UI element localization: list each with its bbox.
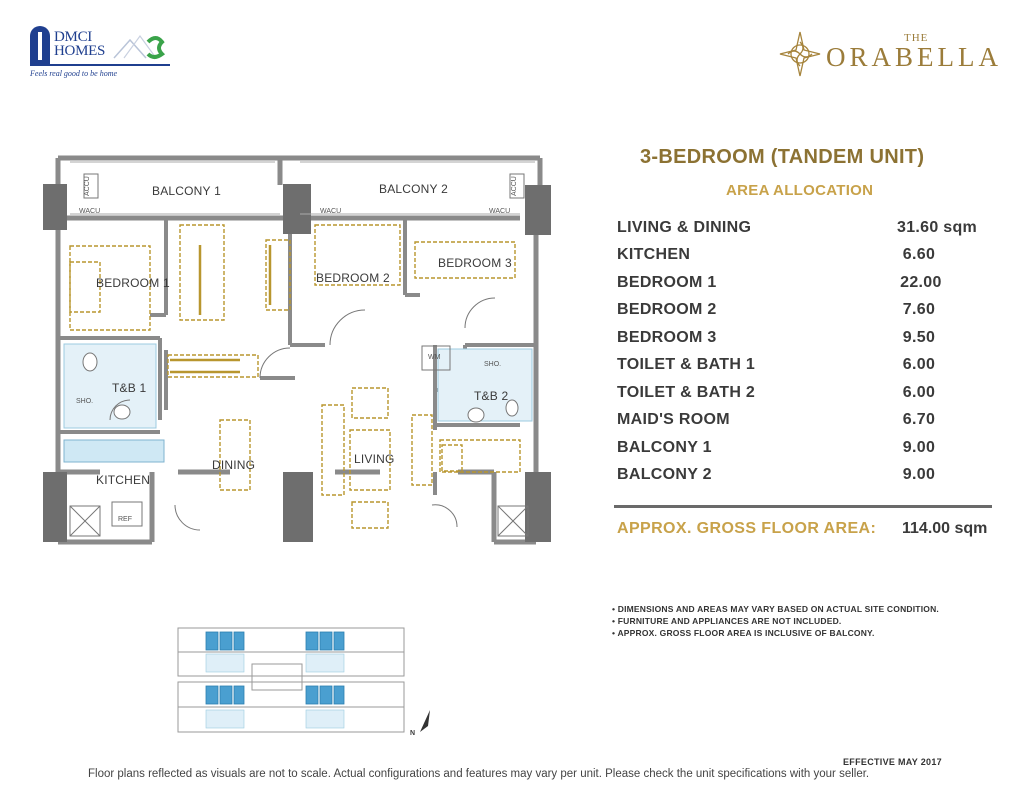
floor-plan-drawing (40, 150, 560, 560)
label-bedroom-1: BEDROOM 1 (96, 276, 170, 290)
label-tb-2: T&B 2 (474, 389, 509, 403)
alloc-row (617, 242, 997, 270)
alloc-row (617, 407, 997, 435)
homes-word: HOMES (54, 43, 106, 59)
label-tb-1: T&B 1 (112, 381, 147, 395)
label-wacu-2: WACU (320, 208, 342, 215)
alloc-name: TOILET & BATH 1 (617, 356, 756, 374)
houses-icon (112, 28, 168, 62)
dmci-underline (30, 64, 170, 66)
alloc-name: BALCONY 2 (617, 466, 712, 484)
alloc-value: 22.00 (900, 273, 942, 291)
label-kitchen: KITCHEN (96, 473, 151, 487)
alloc-value: 6.70 (902, 411, 936, 429)
unit-title: 3-BEDROOM (TANDEM UNIT) (640, 146, 925, 168)
dmci-tagline: Feels real good to be home (30, 69, 118, 78)
notes-list (612, 603, 1012, 639)
alloc-value: 9.00 (902, 438, 936, 456)
alloc-row (617, 352, 997, 380)
label-acu-1: ACCU (84, 176, 91, 196)
label-shower-1: SHO. (76, 398, 94, 405)
north-arrow-icon (412, 706, 442, 740)
label-balcony-1: BALCONY 1 (152, 184, 221, 198)
alloc-row (617, 214, 997, 242)
floor-plan (40, 150, 560, 560)
label-shower-2: SHO. (484, 361, 502, 368)
alloc-value: 9.50 (902, 328, 936, 346)
label-wacu-3: WACU (489, 208, 511, 215)
dmci-homes-logo (30, 26, 180, 80)
disclaimer-text: Floor plans reflected as visuals are not to scale. Actual configurations and features may vary per unit. Please check the unit specifications with your seller. (88, 768, 870, 780)
note-item: • FURNITURE AND APPLIANCES ARE NOT INCLUDED. (612, 615, 1012, 627)
label-bedroom-2: BEDROOM 2 (316, 271, 390, 285)
alloc-row (617, 434, 997, 462)
label-dining: DINING (212, 458, 256, 472)
gross-floor-area-value: 114.00 sqm (902, 520, 988, 537)
alloc-name: BALCONY 1 (617, 438, 712, 456)
label-acu-2: ACCU (511, 176, 518, 196)
alloc-value: 9.00 (902, 466, 936, 484)
divider (614, 505, 992, 508)
alloc-name: MAID'S ROOM (617, 411, 730, 429)
compass-star-icon (778, 30, 822, 78)
area-allocation-heading: AREA ALLOCATION (726, 182, 874, 199)
dmci-word: DMCI (54, 29, 92, 45)
key-plan-drawing (172, 620, 412, 740)
note-item: • APPROX. GROSS FLOOR AREA IS INCLUSIVE OF BALCONY. (612, 627, 1012, 639)
north-label: N (410, 730, 416, 737)
label-wacu-1: WACU (79, 208, 101, 215)
dmci-emblem-icon (30, 26, 50, 66)
alloc-name: KITCHEN (617, 246, 691, 264)
alloc-value: 31.60 sqm (897, 218, 978, 236)
alloc-name: BEDROOM 1 (617, 273, 717, 291)
alloc-name: BEDROOM 2 (617, 301, 717, 319)
label-bedroom-3: BEDROOM 3 (438, 256, 512, 270)
label-wm: WM (428, 354, 441, 361)
orabella-logo (778, 30, 1008, 82)
alloc-row (617, 297, 997, 325)
dmci-wordmark (54, 30, 105, 58)
alloc-name: BEDROOM 3 (617, 328, 717, 346)
note-item: • DIMENSIONS AND AREAS MAY VARY BASED ON ACTUAL SITE CONDITION. (612, 603, 1012, 615)
label-balcony-2: BALCONY 2 (379, 182, 448, 196)
alloc-value: 6.00 (902, 383, 936, 401)
orabella-the: THE (904, 32, 929, 44)
orabella-name: ORABELLA (826, 42, 1002, 72)
alloc-value: 6.60 (902, 246, 936, 264)
alloc-name: LIVING & DINING (617, 218, 752, 236)
label-living: LIVING (354, 452, 395, 466)
alloc-value: 6.00 (902, 356, 936, 374)
gross-floor-area-label: APPROX. GROSS FLOOR AREA: (617, 520, 877, 537)
alloc-row (617, 379, 997, 407)
alloc-row (617, 324, 997, 352)
alloc-row (617, 269, 997, 297)
alloc-value: 7.60 (902, 301, 936, 319)
alloc-name: TOILET & BATH 2 (617, 383, 756, 401)
label-ref: REF (118, 516, 132, 523)
area-allocation-table (617, 214, 997, 489)
effective-date: EFFECTIVE MAY 2017 (843, 757, 942, 767)
key-plan (172, 620, 412, 740)
alloc-row (617, 462, 997, 490)
